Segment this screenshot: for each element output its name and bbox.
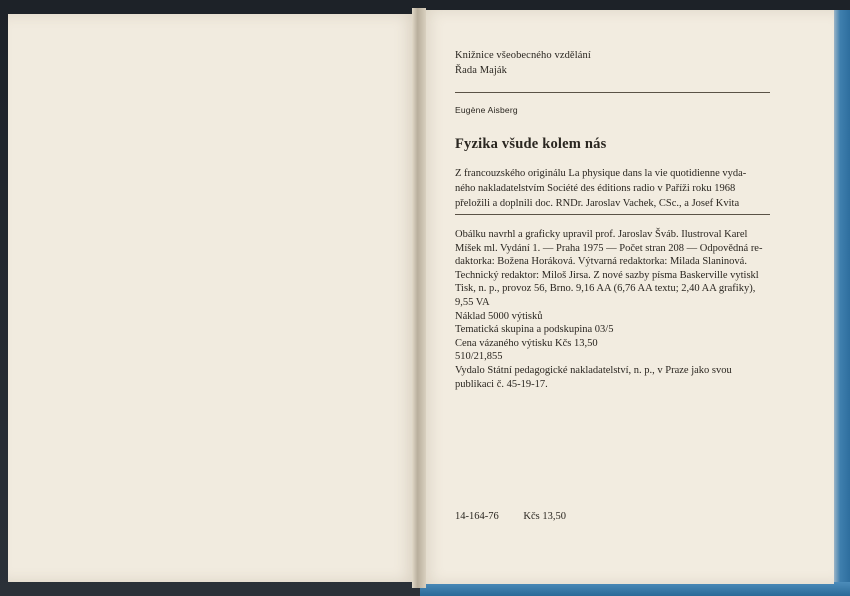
imprint-line: Obálku navrhl a graficky upravil prof. Jaroslav Šváb. Ilustroval Karel xyxy=(455,229,748,240)
footer-price: Kčs 13,50 xyxy=(523,511,566,522)
catalog-code: 14-164-76 xyxy=(455,511,499,522)
divider-top xyxy=(455,92,770,93)
left-page xyxy=(8,14,418,582)
series-line-2: Řada Maják xyxy=(455,65,508,76)
imprint-line: Tematická skupina a podskupina 03/5 xyxy=(455,324,614,336)
translation-line: přeložili a doplnili doc. RNDr. Jaroslav Vachek, CSc., a Josef Kvita xyxy=(455,198,740,209)
series-line-1: Knižnice všeobecného vzdělání xyxy=(455,50,591,61)
series-info xyxy=(455,48,591,78)
translation-note xyxy=(455,166,746,211)
book-gutter xyxy=(412,8,426,588)
imprint-block xyxy=(455,228,762,391)
imprint-line: daktorka: Božena Horáková. Výtvarná redaktorka: Milada Slaninová. xyxy=(455,256,747,268)
book-title: Fyzika všude kolem nás xyxy=(455,136,607,152)
cover-blue-edge-right xyxy=(832,10,850,596)
imprint-line: 510/21,855 xyxy=(455,351,503,363)
translation-line: Z francouzského originálu La physique dans la vie quotidienne vyda- xyxy=(455,168,747,179)
imprint-line: Technický redaktor: Miloš Jirsa. Z nové sazby písma Baskerville vytiskl xyxy=(455,269,759,281)
imprint-line: publikaci č. 45-19-17. xyxy=(455,378,548,390)
imprint-line: Náklad 5000 výtisků xyxy=(455,310,543,322)
imprint-line: Míšek ml. Vydání 1. — Praha 1975 — Počet stran 208 — Odpovědná re- xyxy=(455,242,763,254)
divider-middle xyxy=(455,214,770,215)
imprint-line: Tisk, n. p., provoz 56, Brno. 9,16 AA (6,76 AA textu; 2,40 AA grafiky), xyxy=(455,283,756,295)
author-name: Eugène Aisberg xyxy=(455,105,518,115)
cover-blue-edge-bottom xyxy=(420,582,850,596)
imprint-line: 9,55 VA xyxy=(455,296,490,308)
translation-line: ného nakladatelstvím Société des éditions radio v Paříži roku 1968 xyxy=(455,183,736,194)
footer-info xyxy=(455,511,566,522)
imprint-line: Cena vázaného výtisku Kčs 13,50 xyxy=(455,337,598,349)
imprint-line: Vydalo Státní pedagogické nakladatelství, n. p., v Praze jako svou xyxy=(455,364,732,376)
